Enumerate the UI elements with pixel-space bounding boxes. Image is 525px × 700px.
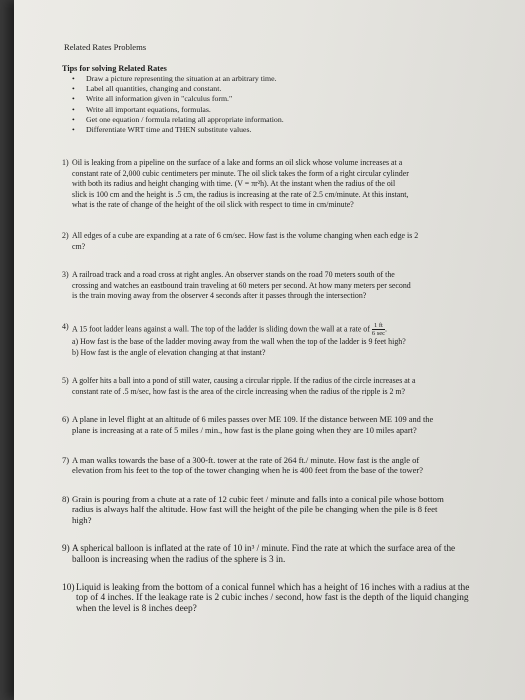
tip-item: • Write all important equations, formulas.: [72, 105, 284, 115]
problem-number: 8): [62, 493, 70, 504]
problem-number: 5): [62, 376, 69, 386]
page-title: Related Rates Problems: [64, 42, 147, 52]
tip-item: • Draw a picture representing the situation at an arbitrary time.: [72, 74, 284, 84]
problem-line: A railroad track and a road cross at right angles. An observer stands on the road 70 meters south of the: [72, 270, 395, 280]
problem-8: [62, 494, 524, 526]
tip-item: • Get one equation / formula relating all appropriate information.: [72, 115, 284, 125]
problem-line: plane is increasing at a rate of 5 miles / min., how fast is the plane going when they are 10 miles apart?: [72, 425, 417, 435]
problem-6: [62, 415, 524, 436]
problem-1: [62, 158, 524, 211]
problem-line: A man walks towards the base of a 300-ft. tower at the rate of 264 ft./ minute. How fast is the angle of: [72, 454, 420, 465]
problem-line: Liquid is leaking from the bottom of a conical funnel which has a height of 16 inches with a radius at the: [76, 582, 470, 593]
problem-5: [62, 376, 524, 397]
problem-line: A plane in level flight at an altitude of 6 miles passes over ME 109. If the distance between ME 109 and the: [72, 415, 434, 425]
fraction-denominator: 6 sec: [371, 329, 386, 337]
rate-fraction: [371, 321, 388, 337]
problem-4: [62, 322, 524, 358]
problem-line: radius is always half the altitude. How fast will the height of the pile be changing when the pile is 8 feet: [72, 504, 438, 515]
problem-line: constant rate of 2,000 cubic centimeters per minute. The oil slick takes the form of a right circular cylinder: [72, 168, 409, 178]
problem-9: [62, 543, 524, 564]
problem-number: 2): [62, 230, 69, 240]
problem-7: [62, 455, 524, 476]
problem-line: cm?: [72, 241, 86, 251]
problem-line: high?: [72, 514, 92, 525]
problem-number: 6): [62, 415, 69, 425]
problems-list: [62, 158, 524, 614]
problem-number: 7): [62, 454, 70, 465]
problem-2: [62, 231, 524, 252]
tip-item: • Differentiate WRT time and THEN substitute values.: [72, 125, 284, 135]
problem-line: when the level is 8 inches deep?: [76, 603, 197, 614]
fraction-numerator: 1 ft: [372, 322, 385, 330]
tips-list: [72, 74, 284, 135]
problem-line: A golfer hits a ball into a pond of still water, causing a circular ripple. If the radius of the circle increases at a: [72, 376, 416, 386]
problem-line: what is the rate of change of the height of the oil slick with respect to time in cm/minute?: [72, 200, 354, 210]
problem-line: a) How fast is the base of the ladder moving away from the wall when the top of the ladder is 9 feet high?: [72, 336, 406, 346]
tip-item: • Label all quantities, changing and constant.: [72, 84, 284, 94]
problem-number: 9): [62, 543, 70, 554]
problem-text: A 15 foot ladder leans against a wall. The top of the ladder is sliding down the wall at a rate of: [72, 324, 372, 334]
problem-line: All edges of a cube are expanding at a rate of 6 cm/sec. How fast is the volume changing when each edge is 2: [72, 230, 419, 240]
problem-line: slick is 100 cm and the height is .5 cm, the radius is increasing at the rate of 2.5 cm/minute. At this instant,: [72, 189, 409, 199]
problem-line: b) How fast is the angle of elevation changing at that instant?: [72, 347, 266, 357]
problem-line: Grain is pouring from a chute at a rate of 12 cubic feet / minute and falls into a conical pile whose bottom: [72, 493, 444, 504]
problem-3: [62, 270, 524, 302]
problem-line: balloon is increasing when the radius of the sphere is 3 in.: [72, 554, 286, 565]
problem-number: 4): [62, 321, 69, 331]
worksheet-page: [14, 0, 525, 700]
problem-line: elevation from his feet to the top of the tower changing when he is 400 feet from the base of the tower?: [72, 465, 423, 476]
problem-line: Oil is leaking from a pipeline on the surface of a lake and forms an oil slick whose volume increases at a: [72, 158, 403, 167]
tips-heading: Tips for solving Related Rates: [62, 64, 167, 73]
problem-10: [62, 583, 524, 615]
problem-line: is the train moving away from the observer 4 seconds after it passes through the intersection?: [72, 291, 367, 301]
problem-line: with both its radius and height changing with time. (V = πr²h). At the instant when the radius of the oil: [72, 179, 396, 189]
problem-number: 1): [62, 158, 69, 167]
problem-text: .: [385, 324, 388, 334]
problem-line: A spherical balloon is inflated at the rate of 10 in³ / minute. Find the rate at which the surface area of the: [72, 543, 456, 554]
problem-line: constant rate of .5 m/sec, how fast is the area of the circle increasing when the radius of the ripple is 2 m?: [72, 386, 406, 396]
problem-line: top of 4 inches. If the leakage rate is 2 cubic inches / second, how fast is the depth of the liquid changing: [76, 593, 469, 604]
problem-line: crossing and watches an eastbound train traveling at 60 meters per second. At how many meters per second: [72, 280, 411, 290]
problem-line-with-fraction: [72, 322, 524, 337]
problem-number: 3): [62, 270, 69, 280]
tip-item: • Write all information given in "calculus form.": [72, 94, 284, 104]
problem-number: 10): [62, 582, 75, 593]
